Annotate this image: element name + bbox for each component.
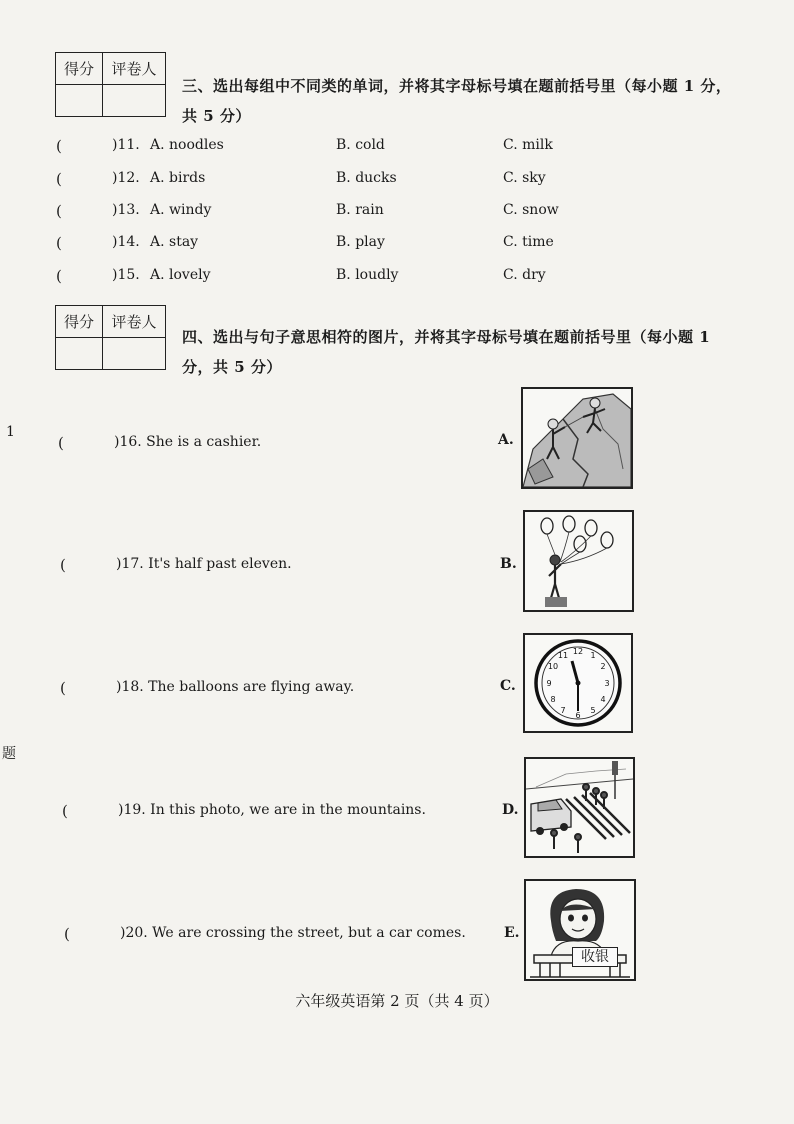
answer-paren[interactable]: ( [56, 170, 62, 188]
cashier-sign: 收银 [572, 947, 618, 967]
question-text: )20. We are crossing the street, but a car comes. [120, 925, 466, 941]
svg-text:3: 3 [604, 679, 610, 688]
svg-text:12: 12 [572, 647, 584, 656]
question-text: )16. She is a cashier. [114, 434, 262, 450]
option-a: A. windy [150, 202, 212, 218]
grader-label: 评卷人 [103, 306, 166, 338]
option-a: A. lovely [150, 267, 211, 283]
svg-text:7: 7 [560, 706, 566, 715]
svg-text:1: 1 [590, 651, 596, 660]
question-row-20 [0, 925, 794, 949]
svg-text:4: 4 [600, 695, 606, 704]
answer-paren[interactable]: ( [56, 234, 62, 252]
picture-d-street-crossing [524, 757, 635, 858]
question-row-19 [0, 802, 794, 826]
margin-number: 1 [6, 424, 15, 440]
clock-icon [525, 635, 631, 731]
answer-paren[interactable]: ( [56, 267, 62, 285]
svg-text:8: 8 [550, 695, 556, 704]
option-label-e: E. [504, 925, 520, 941]
mountain-climbers-illustration [523, 389, 631, 487]
question-row-16 [0, 434, 794, 458]
svg-text:11: 11 [557, 651, 569, 660]
answer-paren[interactable]: ( [64, 925, 70, 943]
option-a: A. noodles [150, 137, 224, 153]
option-b: B. cold [336, 137, 385, 153]
option-label-b: B. [500, 556, 517, 572]
question-row-13 [0, 202, 794, 226]
picture-c-clock [523, 633, 633, 733]
question-text: )19. In this photo, we are in the mountains. [118, 802, 426, 818]
grader-cell[interactable] [103, 85, 166, 117]
score-cell[interactable] [56, 85, 103, 117]
picture-a-mountains [521, 387, 633, 489]
question-text: )17. It's half past eleven. [116, 556, 292, 572]
question-number: )14. [112, 234, 140, 250]
score-cell[interactable] [56, 338, 103, 370]
option-c: C. sky [503, 170, 546, 186]
option-b: B. loudly [336, 267, 399, 283]
question-number: )13. [112, 202, 140, 218]
svg-text:5: 5 [590, 706, 596, 715]
score-label: 得分 [56, 53, 103, 85]
grader-cell[interactable] [103, 338, 166, 370]
section3-title-line1: 三、选出每组中不同类的单词，并将其字母标号填在题前括号里（每小题 1 分， [182, 77, 732, 95]
question-row-15 [0, 267, 794, 291]
option-a: A. stay [150, 234, 199, 250]
answer-paren[interactable]: ( [56, 202, 62, 220]
answer-paren[interactable]: ( [60, 556, 66, 574]
question-row-17 [0, 556, 794, 580]
question-row-18 [0, 679, 794, 703]
svg-text:2: 2 [600, 662, 606, 671]
page-footer: 六年级英语第 2 页（共 4 页） [295, 992, 499, 1010]
section4-title-line2: 分，共 5 分） [182, 358, 282, 376]
grader-label: 评卷人 [103, 53, 166, 85]
svg-text:6: 6 [575, 711, 581, 720]
section4-title-line1: 四、选出与句子意思相符的图片，并将其字母标号填在题前括号里（每小题 1 [182, 328, 711, 346]
score-label: 得分 [56, 306, 103, 338]
score-box-section3 [55, 52, 166, 117]
picture-e-cashier [524, 879, 636, 981]
question-text: )18. The balloons are flying away. [116, 679, 355, 695]
option-c: C. snow [503, 202, 559, 218]
question-number: )11. [112, 137, 140, 153]
margin-char: 题 [2, 746, 16, 762]
option-b: B. rain [336, 202, 384, 218]
option-c: C. dry [503, 267, 546, 283]
option-label-d: D. [502, 802, 519, 818]
answer-paren[interactable]: ( [60, 679, 66, 697]
answer-paren[interactable]: ( [56, 137, 62, 155]
option-b: B. play [336, 234, 385, 250]
option-label-c: C. [500, 678, 516, 694]
question-number: )12. [112, 170, 140, 186]
question-row-14 [0, 234, 794, 258]
answer-paren[interactable]: ( [62, 802, 68, 820]
street-crossing-illustration [526, 759, 633, 856]
option-b: B. ducks [336, 170, 397, 186]
question-row-12 [0, 170, 794, 194]
balloons-illustration [525, 512, 632, 610]
picture-b-balloons [523, 510, 634, 612]
answer-paren[interactable]: ( [58, 434, 64, 452]
svg-text:9: 9 [546, 679, 552, 688]
question-number: )15. [112, 267, 140, 283]
svg-text:10: 10 [547, 662, 559, 671]
question-row-11 [0, 137, 794, 161]
option-c: C. time [503, 234, 554, 250]
score-box-section4 [55, 305, 166, 370]
option-c: C. milk [503, 137, 553, 153]
section3-title-line2: 共 5 分） [182, 107, 251, 125]
option-a: A. birds [150, 170, 206, 186]
option-label-a: A. [498, 432, 514, 448]
